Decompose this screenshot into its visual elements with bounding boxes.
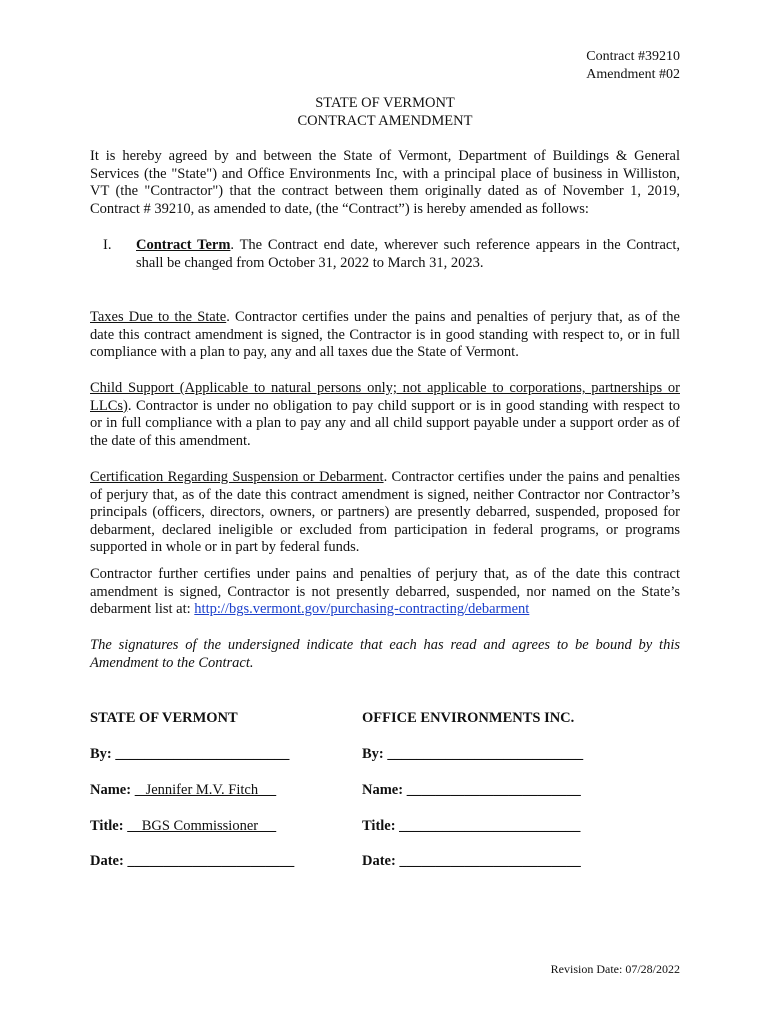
item-heading: Contract Term xyxy=(136,237,231,253)
taxes-text: . Contractor certifies under the pains and penalties of perjury that, as of the date this contract amendment is signed, the Contractor is in good standing with respect to, or in full compliance with a plan to pay, any and all taxes due the State of Vermont. xyxy=(90,309,680,361)
revision-date: Revision Date: 07/28/2022 xyxy=(550,962,680,976)
contract-number: Contract #39210 xyxy=(586,49,680,64)
debarment-paragraph xyxy=(90,469,680,557)
amendment-number: Amendment #02 xyxy=(586,67,680,82)
item-body xyxy=(136,237,680,272)
left-party-name: STATE OF VERMONT xyxy=(90,710,238,726)
taxes-heading: Taxes Due to the State xyxy=(90,309,227,325)
title-line-2: CONTRACT AMENDMENT xyxy=(297,113,473,129)
right-by-line: By: ___________________________ xyxy=(362,746,584,762)
debarment-heading: Certification Regarding Suspension or Debarment xyxy=(90,469,384,485)
right-party-name: OFFICE ENVIRONMENTS INC. xyxy=(362,710,575,726)
child-support-text: . Contractor is under no obligation to pay child support or is in good standing with respect to or in full compliance with a plan to pay any and all child support payable under a support order as of the date of this amendment. xyxy=(90,397,680,449)
left-title-value: BGS Commissioner xyxy=(127,818,277,834)
child-support-heading: Child Support (Applicable to natural persons only; not applicable to corporations, partnerships or LLCs) xyxy=(90,380,680,414)
left-title-label: Title: xyxy=(90,818,128,834)
left-name-value: Jennifer M.V. Fitch xyxy=(134,782,277,798)
debarment-text: . Contractor certifies under the pains and penalties of perjury that, as of the date this contract amendment is signed, neither Contractor nor Contractor’s principals (officers, directors, owners, or partners) are presently debarred, suspended, proposed for debarment, declared ineligible or excluded from participation in federal programs, or programs supported in whole or in part by federal funds. xyxy=(90,469,680,556)
document-title xyxy=(0,94,770,130)
taxes-paragraph xyxy=(90,309,680,362)
item-number: I. xyxy=(103,237,112,253)
further-text: Contractor further certifies under pains and penalties of perjury that, as of the date this contract amendment is signed, Contractor is not presently debarred, suspended, nor named on the State’s debarment list at: xyxy=(90,566,680,618)
right-title-line: Title: _________________________ xyxy=(362,818,581,834)
left-by-line: By: ________________________ xyxy=(90,746,290,762)
right-date-line: Date: _________________________ xyxy=(362,853,581,869)
left-name-line xyxy=(90,781,276,799)
intro-paragraph: It is hereby agreed by and between the State of Vermont, Department of Buildings & General Services (the "State") and Office Environments Inc, with a principal place of business in Williston, VT (the "Contractor") that the contract between them originally dated as of November 1, 2019, Contract # 39210, as amended to date, (the “Contract”) is hereby amended as follows: xyxy=(90,148,680,217)
further-certification-paragraph xyxy=(90,566,680,619)
contract-header xyxy=(586,48,680,84)
item-text: . The Contract end date, wherever such reference appears in the Contract, shall be changed from October 31, 2022 to March 31, 2023. xyxy=(136,237,681,271)
right-name-line: Name: ________________________ xyxy=(362,782,581,798)
child-support-paragraph xyxy=(90,380,680,450)
left-date-line: Date: _______________________ xyxy=(90,853,295,869)
left-title-line xyxy=(90,817,276,835)
left-name-label: Name: xyxy=(90,782,135,798)
debarment-list-link[interactable]: http://bgs.vermont.gov/purchasing-contracting/debarment xyxy=(194,601,530,618)
signatures-note: The signatures of the undersigned indicate that each has read and agrees to be bound by this Amendment to the Contract. xyxy=(90,637,680,671)
title-line-1: STATE OF VERMONT xyxy=(315,95,455,111)
